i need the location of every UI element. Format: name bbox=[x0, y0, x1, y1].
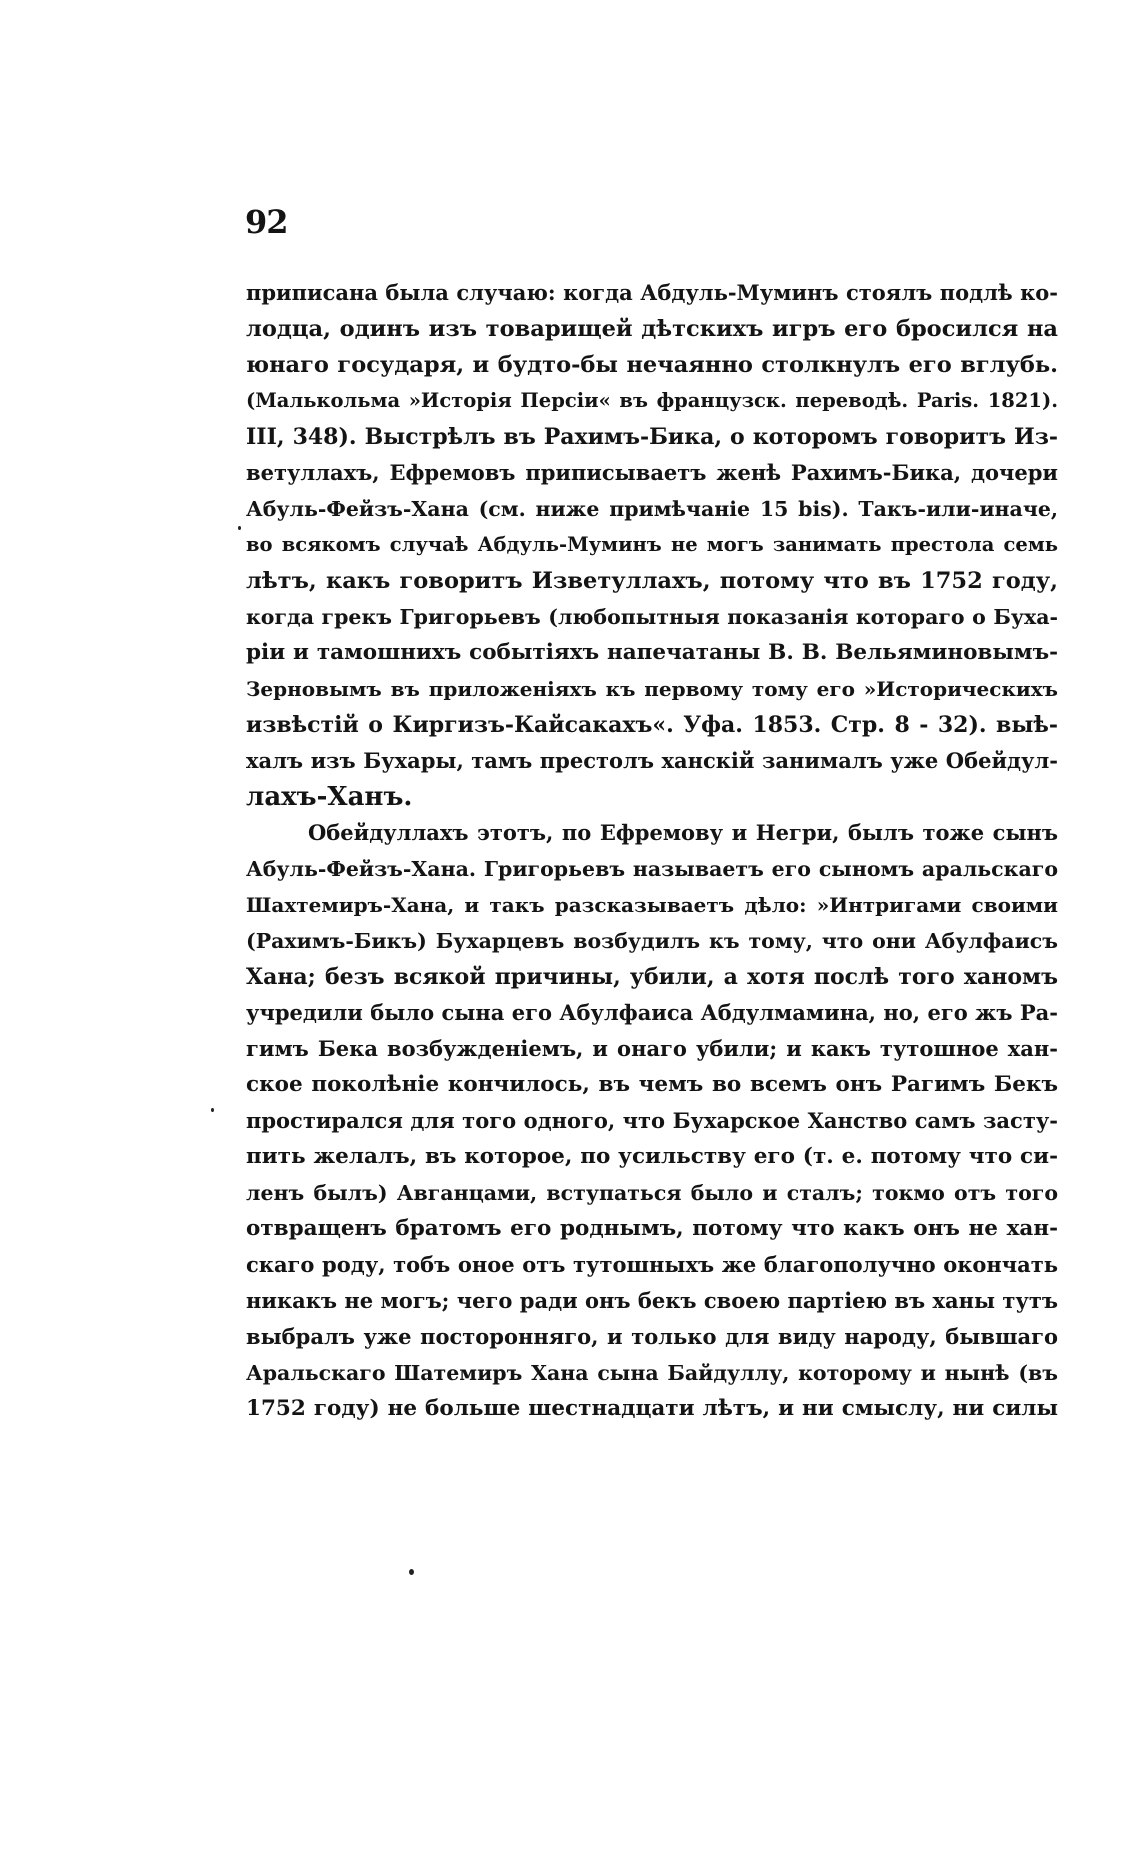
text-line-11: ріи и тамошнихъ событіяхъ напечатаны В. В. Вельяминовымъ- bbox=[246, 640, 1058, 665]
text-line-17: Абуль-Фейзъ-Хана. Григорьевъ называетъ его сыномъ аральскаго bbox=[246, 857, 1058, 881]
text-line-29: никакъ не могъ; чего ради онъ бекъ своею партіею въ ханы тутъ bbox=[246, 1288, 1058, 1313]
text-line-21: учредили было сына его Абулфаиса Абдулмамина, но, его жъ Ра- bbox=[246, 1000, 1058, 1025]
text-line-24: простирался для того одного, что Бухарское Ханство самъ засту- bbox=[246, 1108, 1058, 1133]
text-line-6: ветуллахъ, Ефремовъ приписываетъ женѣ Рахимъ-Бика, дочери bbox=[246, 460, 1058, 485]
text-line-28: скаго роду, тобъ оное отъ тутошныхъ же благополучно окончать bbox=[246, 1252, 1058, 1277]
text-line-30: выбралъ уже посторонняго, и только для виду народу, бывшаго bbox=[246, 1324, 1058, 1349]
text-line-12: Зерновымъ въ приложеніяхъ къ первому тому его »Историческихъ bbox=[246, 677, 1058, 701]
text-line-3: юнаго государя, и будто-бы нечаянно столкнулъ его вглубь. bbox=[246, 352, 1058, 378]
text-line-14: халъ изъ Бухары, тамъ престолъ ханскій занималъ уже Обейдул- bbox=[246, 748, 1058, 773]
text-line-25: пить желалъ, въ которое, по усильству его (т. е. потому что си- bbox=[246, 1144, 1058, 1169]
text-line-16: Обейдуллахъ этотъ, по Ефремову и Негри, былъ тоже сынъ bbox=[308, 820, 1058, 845]
text-line-20: Хана; безъ всякой причины, убили, а хотя послѣ того ханомъ bbox=[246, 964, 1058, 990]
text-line-32: 1752 году) не больше шестнадцати лѣтъ, и ни смыслу, ни силы bbox=[246, 1396, 1058, 1421]
body-text bbox=[246, 275, 1058, 1427]
text-line-7: Абуль-Фейзъ-Хана (см. ниже примѣчаніе 15 bis). Такъ-или-иначе, bbox=[246, 497, 1058, 521]
text-line-4: (Малькольма »Исторія Персіи« въ французск. переводѣ. Paris. 1821). bbox=[246, 389, 1058, 412]
text-line-8: во всякомъ случаѣ Абдуль-Муминъ не могъ занимать престола семь bbox=[246, 533, 1058, 556]
text-line-1: приписана была случаю: когда Абдуль-Муминъ стоялъ подлѣ ко- bbox=[246, 280, 1058, 305]
text-line-18: Шахтемиръ-Хана, и такъ разсказываетъ дѣло: »Интригами своими bbox=[246, 893, 1058, 917]
text-line-23: ское поколѣніе кончилось, въ чемъ во всемъ онъ Рагимъ Бекъ bbox=[246, 1072, 1058, 1097]
text-line-31: Аральскаго Шатемиръ Хана сына Байдуллу, которому и нынѣ (въ bbox=[246, 1361, 1058, 1385]
text-line-10: когда грекъ Григорьевъ (любопытныя показанія котораго о Буха- bbox=[246, 605, 1058, 629]
page-number: 92 bbox=[245, 203, 288, 241]
text-line-22: гимъ Бека возбужденіемъ, и онаго убили; и какъ тутошное хан- bbox=[246, 1036, 1058, 1061]
text-line-13: извѣстій о Киргизъ-Кайсакахъ«. Уфа. 1853. Стр. 8 - 32). выѣ- bbox=[246, 712, 1058, 738]
text-line-26: ленъ былъ) Авганцами, вступаться было и сталъ; токмо отъ того bbox=[246, 1181, 1058, 1205]
text-line-5: III, 348). Выстрѣлъ въ Рахимъ-Бика, о которомъ говоритъ Из- bbox=[246, 424, 1058, 450]
text-line-9: лѣтъ, какъ говоритъ Изветуллахъ, потому что въ 1752 году, bbox=[246, 568, 1058, 594]
text-line-19: (Рахимъ-Бикъ) Бухарцевъ возбудилъ къ тому, что они Абулфаисъ bbox=[246, 929, 1058, 953]
text-line-2: лодца, одинъ изъ товарищей дѣтскихъ игръ его бросился на bbox=[246, 316, 1058, 342]
text-line-27: отвращенъ братомъ его роднымъ, потому что какъ онъ не хан- bbox=[246, 1216, 1058, 1241]
print-speck bbox=[211, 1108, 214, 1112]
text-line-15: лахъ-Ханъ. bbox=[246, 782, 413, 812]
print-speck bbox=[238, 526, 241, 530]
print-speck bbox=[409, 1569, 414, 1575]
